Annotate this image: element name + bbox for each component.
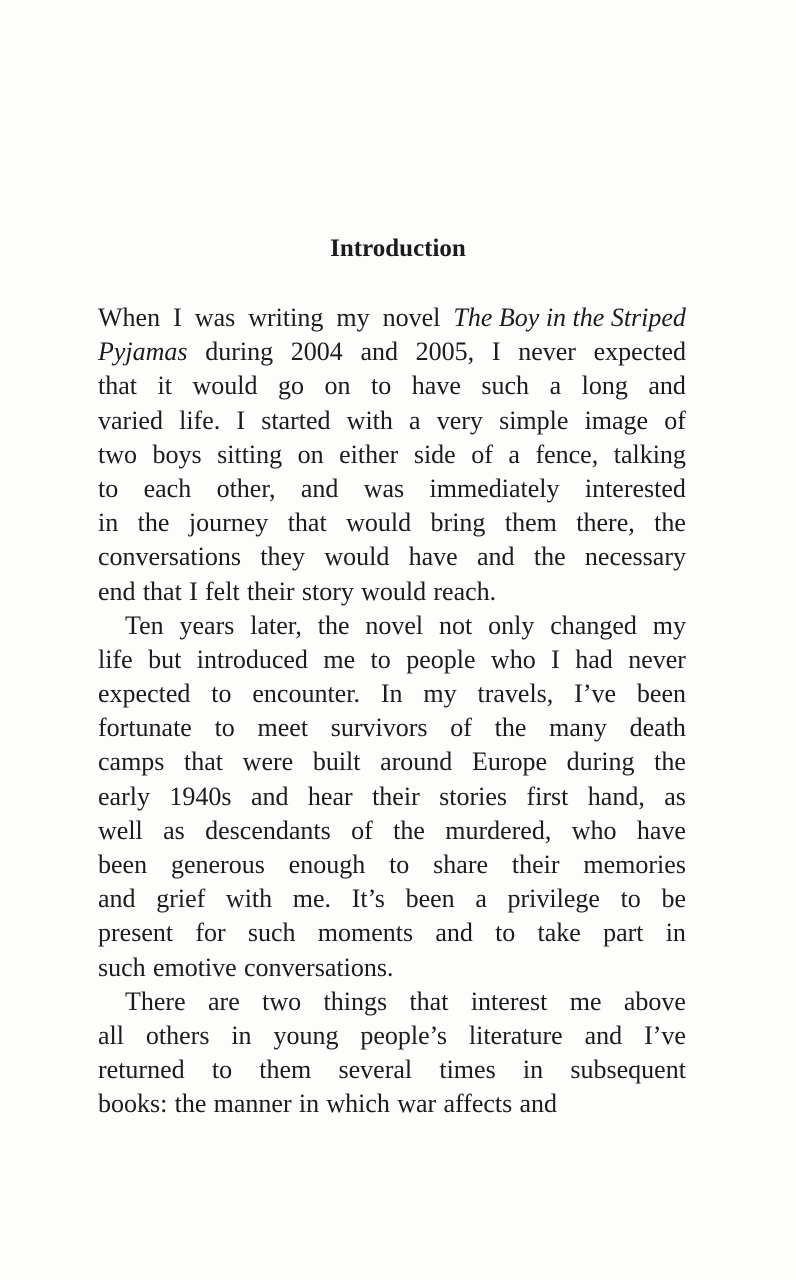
word: expected (593, 337, 686, 367)
word: the (533, 542, 566, 572)
word: me (569, 986, 602, 1016)
word: the (494, 713, 527, 743)
word: death (629, 713, 686, 743)
word: reach. (433, 576, 497, 606)
word: to (211, 1055, 233, 1085)
paragraph-1 (98, 301, 686, 609)
text-line (98, 711, 686, 745)
word: end (98, 576, 136, 606)
word: been (405, 884, 455, 914)
word: it (157, 371, 172, 401)
word: me. (292, 884, 332, 914)
word: others (145, 1020, 210, 1050)
word: other, (216, 473, 276, 503)
word: to (211, 679, 232, 709)
word: long (581, 371, 628, 401)
word: would (346, 508, 412, 538)
word: and (477, 542, 515, 572)
word: above (623, 986, 686, 1016)
word: fence, (535, 439, 599, 469)
word: have (411, 371, 461, 401)
word: well (98, 815, 143, 845)
text-line (98, 540, 686, 574)
word: as (163, 815, 185, 845)
word: talking (613, 439, 686, 469)
word: affects (443, 1089, 513, 1119)
word: sitting (217, 439, 283, 469)
word: have (408, 542, 458, 572)
text-line (98, 780, 686, 814)
word: boys (152, 439, 202, 469)
word: descendants (205, 815, 331, 845)
word: conversations (98, 542, 241, 572)
word: in (522, 1055, 544, 1085)
word: There (125, 986, 186, 1016)
word: that (409, 986, 449, 1016)
word: each (143, 473, 192, 503)
word: two (262, 986, 302, 1016)
word: young (273, 1020, 339, 1050)
word: the (174, 1089, 207, 1119)
word: and (300, 473, 339, 503)
word: all (98, 1020, 124, 1050)
word: first (526, 781, 569, 811)
word: would (192, 371, 258, 401)
text-line (98, 1019, 686, 1053)
word: only (488, 610, 535, 640)
word: felt (205, 576, 240, 606)
text-line (98, 404, 686, 438)
word: with (346, 405, 393, 435)
word: introduced (196, 644, 308, 674)
word: their (372, 781, 420, 811)
word: writing (248, 303, 324, 332)
word: Ten (125, 610, 164, 640)
word: changed (550, 610, 637, 640)
word: war (397, 1089, 437, 1119)
word: survivors (330, 713, 428, 743)
word: fortunate (98, 713, 192, 743)
text-line (98, 916, 686, 950)
text-line (98, 506, 686, 540)
word: many (549, 713, 607, 743)
word: privilege (507, 884, 600, 914)
word: I (491, 337, 501, 367)
word: have (636, 815, 686, 845)
word: When (98, 303, 161, 332)
word: It’s (351, 884, 385, 914)
word: to (98, 473, 119, 503)
word: camps (98, 747, 165, 777)
word: never (628, 644, 686, 674)
word: as (664, 781, 686, 811)
word: of (471, 439, 493, 469)
text-line (98, 745, 686, 779)
word: murdered, (445, 815, 552, 845)
word: years (179, 610, 235, 640)
word: I (173, 303, 182, 332)
word: on (324, 371, 351, 401)
word: books: (98, 1089, 168, 1119)
text-line (98, 814, 686, 848)
word: In (380, 679, 403, 709)
text-line (98, 369, 686, 403)
word: The Boy in the Striped (453, 303, 686, 332)
word: and (519, 1089, 558, 1119)
word: in (298, 1089, 320, 1119)
word: my (423, 679, 457, 709)
word: novel (365, 610, 424, 640)
word: 2005, (415, 337, 475, 367)
word: varied (98, 405, 163, 435)
word: during (205, 337, 274, 367)
word: returned (98, 1055, 185, 1085)
word: during (566, 747, 635, 777)
word: there, (576, 508, 635, 538)
word: grief (156, 884, 206, 914)
word: the (393, 815, 425, 845)
word: of (351, 815, 373, 845)
word: simple (499, 405, 569, 435)
body-text (98, 301, 686, 1122)
word: of (450, 713, 472, 743)
word: that (98, 371, 137, 401)
word: literature (468, 1020, 563, 1050)
word: a (549, 371, 562, 401)
word: to (495, 918, 516, 948)
word: later, (250, 610, 302, 640)
text-line (98, 882, 686, 916)
word: I (236, 405, 246, 435)
word: part (603, 918, 644, 948)
text-line (98, 335, 686, 369)
word: would (324, 542, 390, 572)
word: the (654, 747, 686, 777)
word: on (297, 439, 324, 469)
word: meet (257, 713, 309, 743)
word: my (336, 303, 370, 332)
word: was (363, 473, 405, 503)
word: and (360, 337, 398, 367)
word: enough (288, 850, 366, 879)
word: had (575, 644, 613, 674)
word: to (214, 713, 235, 743)
word: built (312, 747, 361, 777)
text-line (98, 472, 686, 506)
word: around (380, 747, 453, 777)
paragraph-3 (98, 985, 686, 1122)
word: 2004 (290, 337, 343, 367)
word: that (142, 576, 182, 606)
text-line (98, 1087, 686, 1121)
word: take (537, 918, 581, 948)
word: journey (188, 508, 269, 538)
text-line (98, 643, 686, 677)
word: such (247, 918, 296, 948)
word: to (370, 644, 391, 674)
word: their (246, 576, 295, 606)
word: and (250, 781, 289, 811)
word: story (301, 576, 354, 606)
word: a (475, 884, 487, 914)
word: were (242, 747, 294, 777)
word: manner (213, 1089, 292, 1119)
word: with (225, 884, 273, 914)
word: who (490, 644, 536, 674)
word: them (504, 508, 557, 538)
word: either (339, 439, 399, 469)
word: which (326, 1089, 390, 1119)
word: a (508, 439, 520, 469)
word: and (98, 884, 136, 914)
word: Pyjamas (98, 337, 188, 367)
word: that (287, 508, 327, 538)
word: share (433, 850, 489, 879)
text-line (98, 301, 686, 335)
word: image (584, 405, 649, 435)
word: very (436, 405, 483, 435)
word: moments (317, 918, 414, 948)
text-line (98, 1053, 686, 1087)
word: two (98, 439, 137, 469)
word: times (439, 1055, 496, 1085)
word: me (323, 644, 356, 674)
word: a (409, 405, 421, 435)
text-line (98, 985, 686, 1019)
word: generous (170, 850, 265, 879)
word: was (194, 303, 236, 332)
word: life. (179, 405, 221, 435)
word: to (389, 850, 410, 879)
word: I (551, 644, 560, 674)
word: would (361, 576, 427, 606)
word: memories (583, 850, 686, 879)
word: life (98, 644, 133, 674)
word: immediately (429, 473, 560, 503)
word: not (439, 610, 473, 640)
word: the (317, 610, 350, 640)
word: I (189, 576, 198, 606)
word: Europe (471, 747, 548, 777)
word: in (665, 918, 686, 948)
word: been (98, 850, 148, 879)
word: novel (382, 303, 441, 332)
word: who (571, 815, 617, 845)
word: of (664, 405, 686, 435)
word: people’s (360, 1020, 447, 1050)
word: interest (470, 986, 548, 1016)
word: bring (430, 508, 486, 538)
word: I’ve (644, 1020, 686, 1050)
text-line (98, 438, 686, 472)
word: people (406, 644, 476, 674)
word: stories (439, 781, 508, 811)
word: in (98, 508, 119, 538)
word: but (148, 644, 182, 674)
text-line (98, 951, 686, 985)
text-line (98, 609, 686, 643)
word: interested (584, 473, 686, 503)
word: been (636, 679, 686, 709)
word: be (661, 884, 686, 914)
word: for (195, 918, 226, 948)
word: and (584, 1020, 623, 1050)
word: started (261, 405, 331, 435)
word: early (98, 781, 150, 811)
word: hand, (587, 781, 645, 811)
word: the (137, 508, 170, 538)
word: they (260, 542, 306, 572)
word: expected (98, 679, 191, 709)
text-line (98, 677, 686, 711)
word: encounter. (252, 679, 360, 709)
word: such (481, 371, 530, 401)
word: 1940s (169, 781, 232, 811)
word: side (413, 439, 456, 469)
word: in (231, 1020, 252, 1050)
word: present (98, 918, 174, 948)
word: them (259, 1055, 312, 1085)
text-line (98, 575, 686, 609)
text-line (98, 848, 686, 882)
word: things (323, 986, 388, 1016)
word: to (620, 884, 641, 914)
word: subsequent (570, 1055, 686, 1085)
word: go (278, 371, 304, 401)
word: the (654, 508, 686, 538)
word: never (518, 337, 576, 367)
paragraph-2 (98, 609, 686, 985)
word: to (371, 371, 392, 401)
word: my (652, 610, 686, 640)
word: travels, (477, 679, 554, 709)
word: are (208, 986, 240, 1016)
word: and (435, 918, 473, 948)
word: hear (307, 781, 353, 811)
word: their (511, 850, 560, 879)
word: that (184, 747, 224, 777)
word: several (338, 1055, 413, 1085)
word: I’ve (574, 679, 617, 709)
word: and (648, 371, 686, 401)
word: necessary (584, 542, 686, 572)
word: conversations. (243, 952, 394, 982)
word: such (98, 952, 146, 982)
word: emotive (152, 952, 237, 982)
chapter-heading: Introduction (330, 235, 466, 262)
